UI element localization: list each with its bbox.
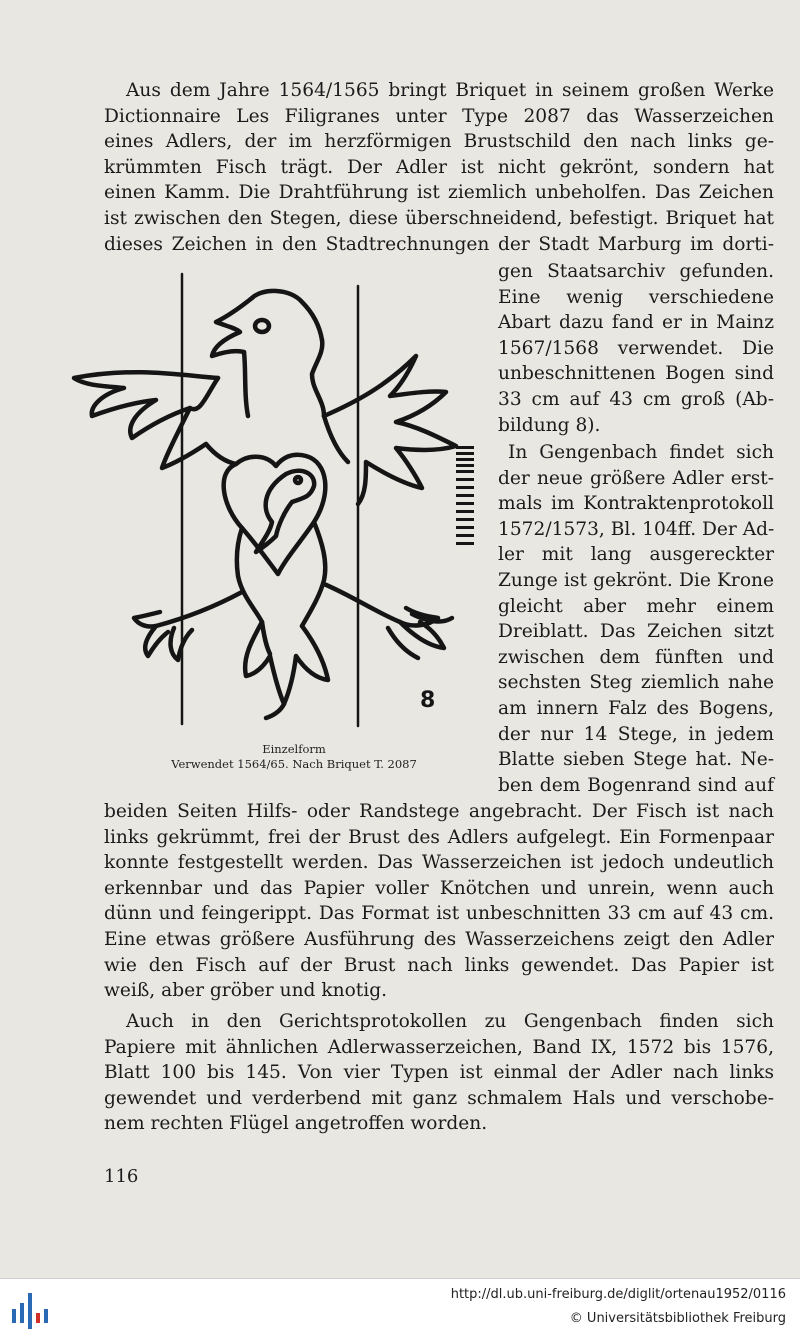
text-line: der neue größere Adler erst- xyxy=(498,467,774,489)
text-line: gen Staatsarchiv gefunden. xyxy=(498,261,774,282)
paragraph-3 xyxy=(104,1009,774,1137)
caption-line: Einzelform xyxy=(262,742,326,756)
text-line: Dictionnaire Les Filigranes unter Type 2087 das Wasserzeichen xyxy=(104,105,774,127)
text-line: dieses Zeichen in den Stadtrechnungen der Stadt Marburg im dorti- xyxy=(104,233,774,255)
text-line: Eine etwas größere Ausführung des Wasserzeichens zeigt den Adler xyxy=(104,928,774,950)
copyright-notice: © Universitätsbibliothek Freiburg xyxy=(569,1311,786,1326)
text-line: beiden Seiten Hilfs- oder Randstege angebracht. Der Fisch ist nach xyxy=(104,801,774,822)
text-line: Auch in den Gerichtsprotokollen zu Gengenbach finden sich xyxy=(126,1011,774,1032)
text-line: ben dem Bogenrand sind auf xyxy=(498,774,774,796)
text-line: Eine wenig verschiedene xyxy=(498,286,774,308)
paragraph-2 xyxy=(104,799,774,1004)
text-line: ler mit lang ausgereckter xyxy=(498,544,774,566)
text-line: eines Adlers, der im herzförmigen Brustschild den nach links ge- xyxy=(104,131,774,153)
text-line: gewendet und verderbend mit ganz schmalem Hals und verschobe- xyxy=(104,1087,774,1109)
source-url-link[interactable]: http://dl.ub.uni-freiburg.de/diglit/ortenau1952/0116 xyxy=(450,1287,786,1302)
text-line: gleicht aber mehr einem xyxy=(498,595,774,617)
paragraph-2-column xyxy=(498,440,774,798)
text-line: Abart dazu fand er in Mainz xyxy=(498,312,774,334)
text-line: dünn und feingerippt. Das Format ist unbeschnitten 33 cm auf 43 cm. xyxy=(104,903,774,925)
text-line: bildung 8). xyxy=(498,414,601,436)
text-line: wie den Fisch auf der Brust nach links gewendet. Das Papier ist xyxy=(104,954,774,976)
text-line: zwischen dem fünften und xyxy=(498,646,774,668)
figure-caption xyxy=(104,742,484,772)
text-line: am innern Falz des Bogens, xyxy=(498,697,774,719)
text-line: Aus dem Jahre 1564/1565 bringt Briquet in seinem großen Werke xyxy=(126,80,774,101)
text-line: sechsten Steg ziemlich nahe xyxy=(498,672,774,694)
text-line: 1567/1568 verwendet. Die xyxy=(498,337,774,359)
text-line: Zunge ist gekrönt. Die Krone xyxy=(498,569,774,591)
text-line: Blatte sieben Stege hat. Ne- xyxy=(498,749,774,771)
text-line: 1572/1573, Bl. 104ff. Der Ad- xyxy=(498,518,775,540)
text-line: nem rechten Flügel angetroffen worden. xyxy=(104,1113,488,1135)
paragraph-1-column xyxy=(498,259,774,438)
text-line: konnte festgestellt werden. Das Wasserzeichen ist jedoch undeutlich xyxy=(104,852,774,874)
text-line: Blatt 100 bis 145. Von vier Typen ist einmal der Adler nach links xyxy=(104,1062,774,1084)
text-line: mals im Kontraktenprotokoll xyxy=(498,493,774,515)
text-line: ist zwischen den Stegen, diese überschneidend, befestigt. Briquet hat xyxy=(104,207,774,229)
text-line: Papiere mit ähnlichen Adlerwasserzeichen, Band IX, 1572 bis 1576, xyxy=(104,1036,774,1058)
text-line: einen Kamm. Die Drahtführung ist ziemlich unbeholfen. Das Zeichen xyxy=(104,182,774,204)
text-line: der nur 14 Stege, in jedem xyxy=(498,723,774,745)
paragraph-1 xyxy=(104,78,774,257)
page-number: 116 xyxy=(104,1166,139,1187)
caption-line: Verwendet 1564/65. Nach Briquet T. 2087 xyxy=(171,757,417,771)
text-line: unbeschnittenen Bogen sind xyxy=(498,363,774,385)
text-line: weiß, aber gröber und knotig. xyxy=(104,980,388,1002)
figure-number: 8 xyxy=(420,688,436,713)
library-logo-icon xyxy=(8,1287,52,1331)
text-line: 33 cm auf 43 cm groß (Ab- xyxy=(498,388,774,410)
text-line: erkennbar und das Papier voller Knötchen und unrein, wenn auch xyxy=(104,877,774,899)
text-line: krümmten Fisch trägt. Der Adler ist nicht gekrönt, sondern hat xyxy=(104,156,774,178)
viewer-footer xyxy=(0,1278,800,1337)
eagle-watermark-illustration xyxy=(66,266,486,736)
text-line: In Gengenbach findet sich xyxy=(508,442,774,463)
text-line: Dreiblatt. Das Zeichen sitzt xyxy=(498,621,774,643)
text-line: links gekrümmt, frei der Brust des Adlers aufgelegt. Ein Formenpaar xyxy=(104,826,774,848)
